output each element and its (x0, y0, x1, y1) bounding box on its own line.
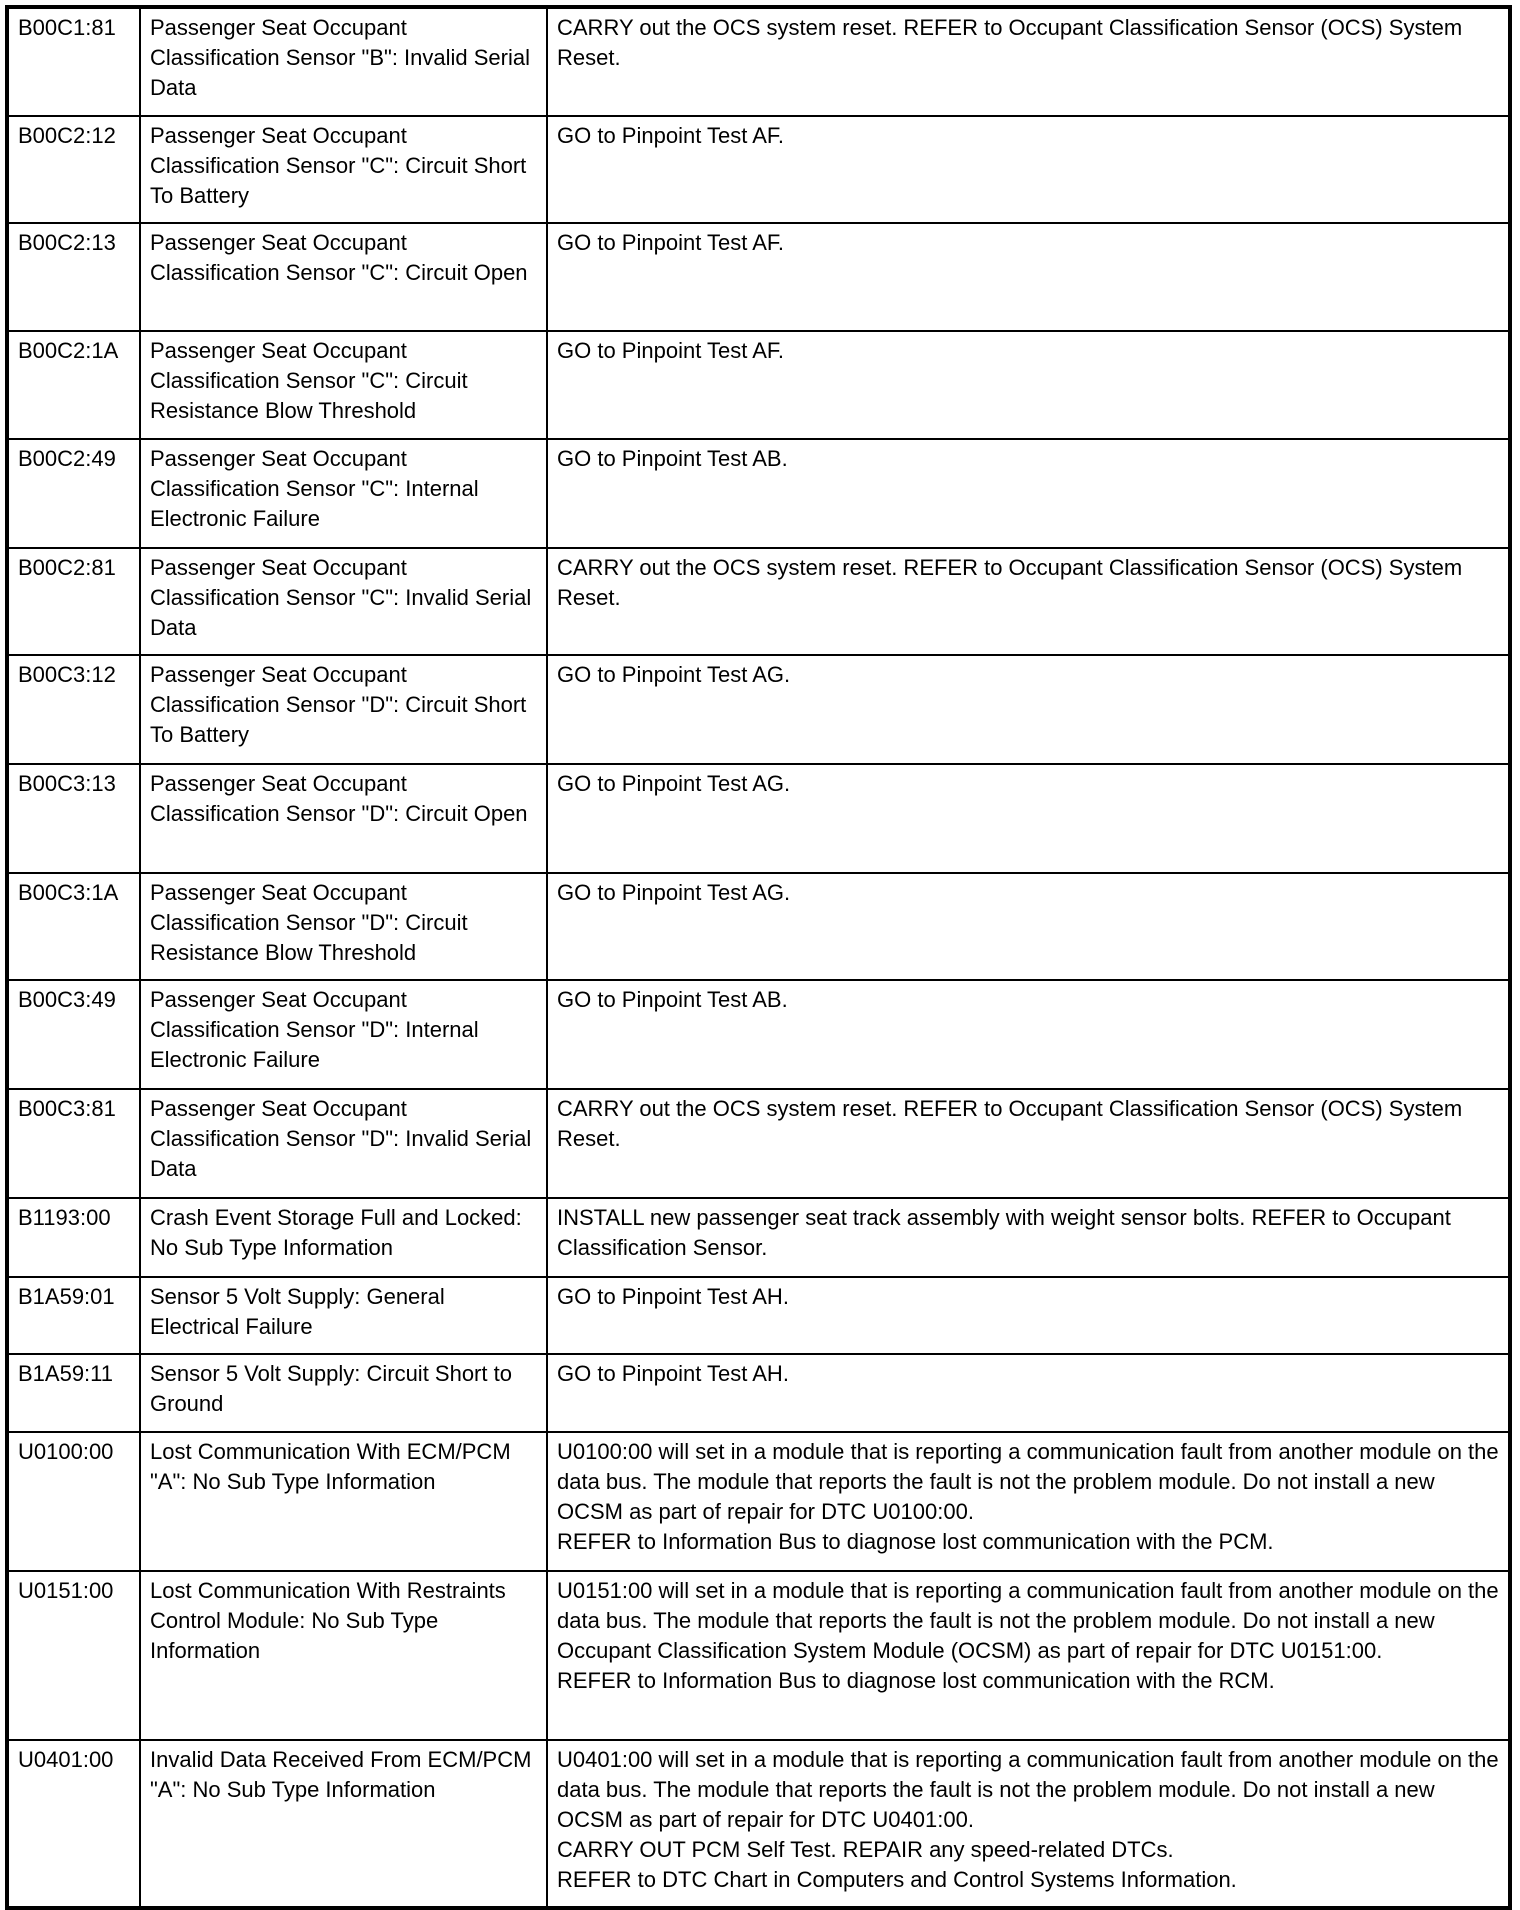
table-row (7, 1198, 1510, 1277)
action-cell: GO to Pinpoint Test AB. (547, 980, 1510, 1089)
description-cell: Passenger Seat Occupant Classification Sensor "C": Internal Electronic Failure (140, 439, 547, 548)
action-cell: U0100:00 will set in a module that is reporting a communication fault from another module on the data bus. The module that reports the fault is not the problem module. Do not install a new OCSM as part of repair for DTC U0100:00. REFER to Information Bus to diagnose lost communication with the PCM. (547, 1432, 1510, 1571)
table-row (7, 331, 1510, 439)
action-cell: GO to Pinpoint Test AF. (547, 223, 1510, 331)
table-row (7, 7, 1510, 116)
action-cell: CARRY out the OCS system reset. REFER to Occupant Classification Sensor (OCS) System Reset. (547, 7, 1510, 116)
description-cell: Passenger Seat Occupant Classification Sensor "C": Circuit Short To Battery (140, 116, 547, 223)
description-cell: Crash Event Storage Full and Locked: No Sub Type Information (140, 1198, 547, 1277)
action-cell: GO to Pinpoint Test AF. (547, 116, 1510, 223)
action-cell: GO to Pinpoint Test AH. (547, 1354, 1510, 1432)
table-row (7, 655, 1510, 764)
action-cell: CARRY out the OCS system reset. REFER to Occupant Classification Sensor (OCS) System Reset. (547, 548, 1510, 655)
dtc-code-cell: B00C2:1A (7, 331, 140, 439)
table-row (7, 980, 1510, 1089)
description-cell: Passenger Seat Occupant Classification Sensor "D": Circuit Short To Battery (140, 655, 547, 764)
dtc-code-cell: B00C3:49 (7, 980, 140, 1089)
action-cell: GO to Pinpoint Test AG. (547, 764, 1510, 873)
dtc-code-cell: U0100:00 (7, 1432, 140, 1571)
dtc-code-cell: B00C1:81 (7, 7, 140, 116)
dtc-code-cell: B00C3:13 (7, 764, 140, 873)
table-row (7, 223, 1510, 331)
table-row (7, 439, 1510, 548)
action-cell: CARRY out the OCS system reset. REFER to Occupant Classification Sensor (OCS) System Reset. (547, 1089, 1510, 1198)
description-cell: Passenger Seat Occupant Classification Sensor "D": Circuit Open (140, 764, 547, 873)
dtc-code-cell: U0401:00 (7, 1740, 140, 1908)
dtc-code-cell: B1A59:11 (7, 1354, 140, 1432)
dtc-code-cell: B00C3:81 (7, 1089, 140, 1198)
description-cell: Sensor 5 Volt Supply: Circuit Short to Ground (140, 1354, 547, 1432)
table-row (7, 116, 1510, 223)
description-cell: Passenger Seat Occupant Classification Sensor "C": Invalid Serial Data (140, 548, 547, 655)
description-cell: Lost Communication With ECM/PCM "A": No Sub Type Information (140, 1432, 547, 1571)
dtc-table (5, 5, 1512, 1910)
description-cell: Passenger Seat Occupant Classification Sensor "D": Circuit Resistance Blow Threshold (140, 873, 547, 980)
action-cell: U0401:00 will set in a module that is reporting a communication fault from another module on the data bus. The module that reports the fault is not the problem module. Do not install a new OCSM as part of repair for DTC U0401:00. CARRY OUT PCM Self Test. REPAIR any speed-related DTCs. REFER to DTC Chart in Computers and Control Systems Information. (547, 1740, 1510, 1908)
description-cell: Invalid Data Received From ECM/PCM "A": No Sub Type Information (140, 1740, 547, 1908)
table-row (7, 1089, 1510, 1198)
dtc-code-cell: B00C3:1A (7, 873, 140, 980)
table-row (7, 548, 1510, 655)
table-row (7, 1432, 1510, 1571)
action-cell: GO to Pinpoint Test AG. (547, 873, 1510, 980)
action-cell: GO to Pinpoint Test AB. (547, 439, 1510, 548)
dtc-code-cell: B00C2:49 (7, 439, 140, 548)
action-cell: U0151:00 will set in a module that is reporting a communication fault from another module on the data bus. The module that reports the fault is not the problem module. Do not install a new Occupant Classification System Module (OCSM) as part of repair for DTC U0151:00. REFER to Information Bus to diagnose lost communication with the RCM. (547, 1571, 1510, 1740)
table-row (7, 1354, 1510, 1432)
dtc-code-cell: B00C3:12 (7, 655, 140, 764)
action-cell: GO to Pinpoint Test AH. (547, 1277, 1510, 1354)
action-cell: GO to Pinpoint Test AG. (547, 655, 1510, 764)
dtc-code-cell: B00C2:81 (7, 548, 140, 655)
dtc-code-cell: B00C2:12 (7, 116, 140, 223)
action-cell: GO to Pinpoint Test AF. (547, 331, 1510, 439)
description-cell: Lost Communication With Restraints Control Module: No Sub Type Information (140, 1571, 547, 1740)
action-cell: INSTALL new passenger seat track assembly with weight sensor bolts. REFER to Occupant Classification Sensor. (547, 1198, 1510, 1277)
description-cell: Passenger Seat Occupant Classification Sensor "D": Internal Electronic Failure (140, 980, 547, 1089)
description-cell: Passenger Seat Occupant Classification Sensor "C": Circuit Open (140, 223, 547, 331)
description-cell: Passenger Seat Occupant Classification Sensor "C": Circuit Resistance Blow Threshold (140, 331, 547, 439)
description-cell: Passenger Seat Occupant Classification Sensor "B": Invalid Serial Data (140, 7, 547, 116)
dtc-code-cell: B00C2:13 (7, 223, 140, 331)
table-row (7, 873, 1510, 980)
dtc-code-cell: B1A59:01 (7, 1277, 140, 1354)
table-row (7, 1277, 1510, 1354)
table-row (7, 1740, 1510, 1908)
table-row (7, 764, 1510, 873)
dtc-code-cell: B1193:00 (7, 1198, 140, 1277)
dtc-code-cell: U0151:00 (7, 1571, 140, 1740)
description-cell: Passenger Seat Occupant Classification Sensor "D": Invalid Serial Data (140, 1089, 547, 1198)
description-cell: Sensor 5 Volt Supply: General Electrical Failure (140, 1277, 547, 1354)
table-row (7, 1571, 1510, 1740)
